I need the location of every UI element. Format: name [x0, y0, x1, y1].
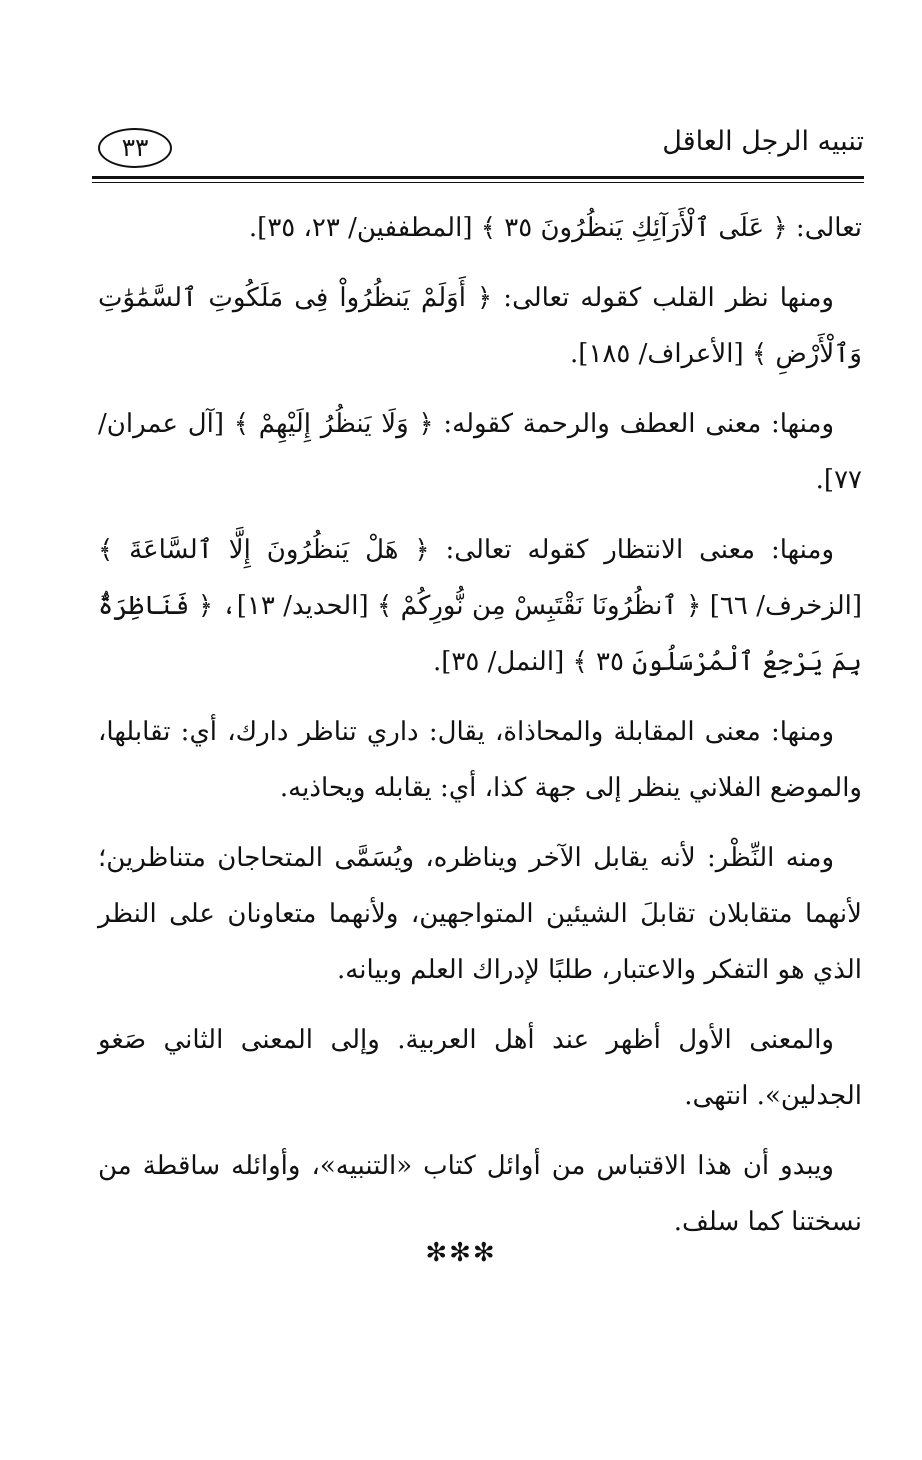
header-rule — [92, 176, 864, 179]
page-body — [98, 200, 862, 1264]
running-title: تنبيه الرجل العاقل — [662, 126, 864, 157]
paragraph: ويبدو أن هذا الاقتباس من أوائل كتاب «التنبيه»، وأوائله ساقطة من نسختنا كما سلف. — [98, 1151, 862, 1237]
paragraph: ومنها: معنى المقابلة والمحاذاة، يقال: داري تناظر دارك، أي: تقابلها، والموضع الفلاني ينظر إلى جهة كذا، أي: يقابله ويحاذيه. — [98, 717, 862, 803]
paragraph: ومنها نظر القلب كقوله تعالى: ﴿ أَوَلَمْ يَنظُرُواْ فِى مَلَكُوتِ ٱلسَّمَٰوَٰتِ وَٱلْأَرْضِ ﴾ [الأعراف/ ١٨٥]. — [98, 283, 862, 369]
section-separator: ✻✻✻ — [425, 1238, 497, 1268]
page-number: ٣٣ — [98, 128, 172, 168]
paragraph: ومنه النِّظْر: لأنه يقابل الآخر ويناظره، ويُسَمَّى المتحاجان متناظرين؛ لأنهما متقابلان تقابلَ الشيئين المتواجهين، ولأنهما متعاونان على النظر الذي هو التفكر والاعتبار، طلبًا لإدراك العلم وبيانه. — [98, 843, 862, 985]
paragraph: والمعنى الأول أظهر عند أهل العربية. وإلى المعنى الثاني صَغو الجدلين». انتهى. — [98, 1025, 862, 1111]
paragraph: ومنها: معنى الانتظار كقوله تعالى: ﴿ هَلْ يَنظُرُونَ إِلَّا ٱلسَّاعَةَ ﴾ [الزخرف/ ٦٦] ﴿ ٱنظُرُونَا نَقْتَبِسْ مِن نُّورِكُمْ ﴾ [الحديد/ ١٣]، ﴿ فَنَاظِرَةٌۢ بِمَ يَرْجِعُ ٱلْمُرْسَلُونَ ٣٥ ﴾ [النمل/ ٣٥]. — [98, 535, 862, 677]
page-header — [92, 122, 864, 180]
header-rule-thin — [92, 182, 864, 183]
paragraph: تعالى: ﴿ عَلَى ٱلْأَرَآئِكِ يَنظُرُونَ ٣٥ ﴾ [المطففين/ ٢٣، ٣٥]. — [248, 213, 862, 243]
paragraph: ومنها: معنى العطف والرحمة كقوله: ﴿ وَلَا يَنظُرُ إِلَيْهِمْ ﴾ [آل عمران/ ٧٧]. — [98, 409, 862, 495]
